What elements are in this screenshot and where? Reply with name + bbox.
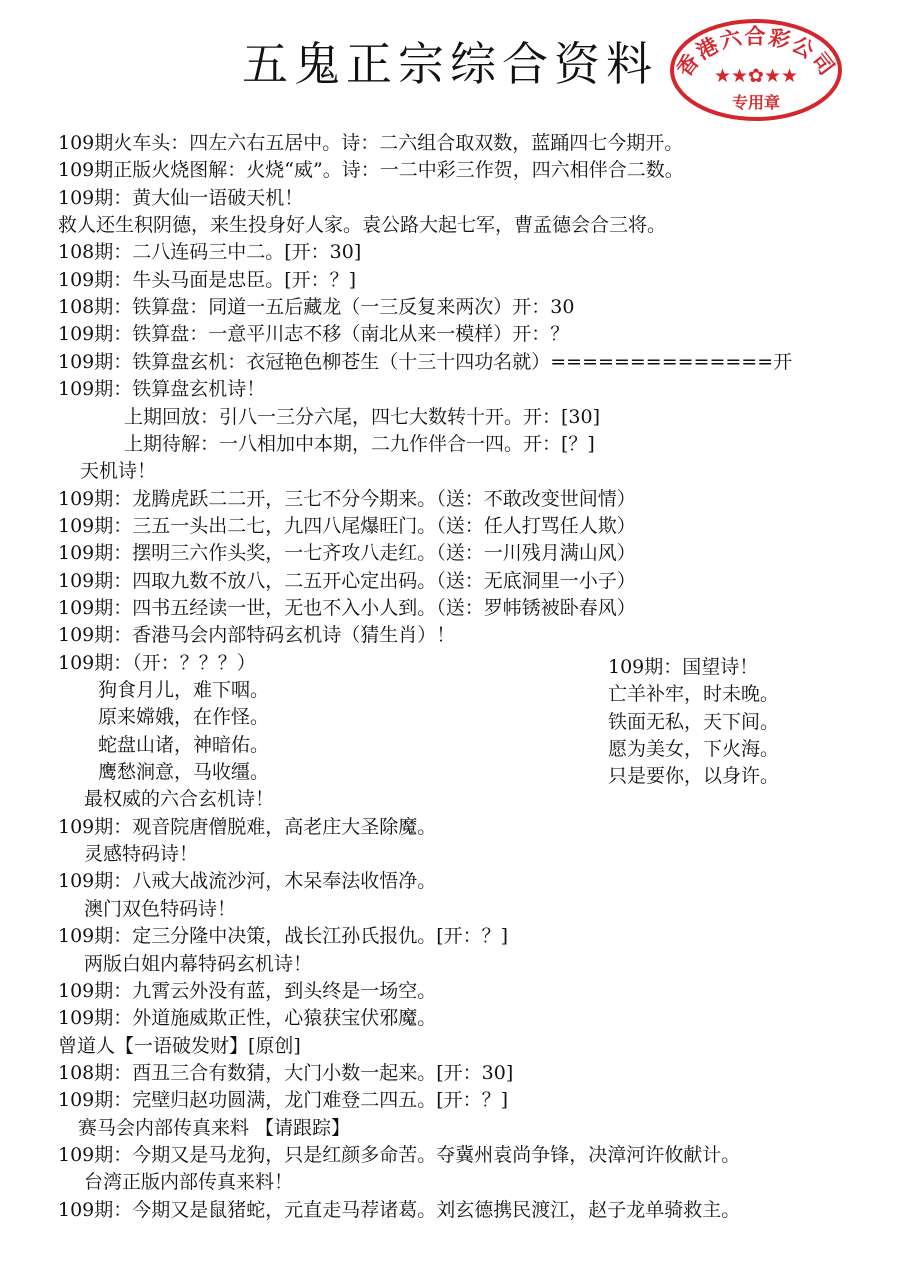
text-line: 狗食月儿，难下咽。	[98, 679, 270, 701]
text-line: 109期：今期又是鼠猪蛇，元直走马荐诸葛。刘玄德携民渡江，赵子龙单骑救主。	[58, 1198, 741, 1221]
text-line: 109期：外道施威欺正性，心猿获宝伏邪魔。	[58, 1007, 437, 1030]
text-line: 109期：四书五经读一世，无也不入小人到。（送：罗帏锈被卧春风）	[58, 596, 636, 619]
text-line: 原来嫦娥，在作怪。	[98, 706, 270, 729]
text-line: 109期：（开：？？？）	[58, 651, 256, 674]
text-line: 109期：香港马会内部特码玄机诗（猜生肖）！	[58, 624, 456, 647]
text-line: 109期：九霄云外没有蓝，到头终是一场空。	[58, 979, 437, 1002]
side-poem-line: 109期：国望诗！	[608, 656, 759, 678]
text-line: 曾道人【一语破发财】[原创]	[58, 1034, 301, 1057]
text-line: 天机诗！	[80, 460, 157, 483]
text-line: 109期火车头：四左六右五居中。诗：二六组合取双数，蓝踊四七今期开。	[58, 132, 684, 154]
svg-text:专用章: 专用章	[731, 93, 781, 112]
text-line: 109期：黄大仙一语破天机！	[58, 186, 304, 209]
text-line: 蛇盘山诸，神暗佑。	[98, 733, 270, 756]
text-line: 最权威的六合玄机诗！	[84, 788, 275, 811]
text-line: 澳门双色特码诗！	[84, 897, 237, 920]
text-line: 灵感特码诗！	[84, 843, 199, 866]
text-line: 109期：八戒大战流沙河，木呆奉法收悟净。	[58, 870, 437, 893]
text-line: 109期：龙腾虎跃二二开，三七不分今期来。（送：不敢改变世间情）	[58, 487, 636, 510]
text-line: 救人还生积阴德，来生投身好人家。袁公路大起七军，曹孟德会合三将。	[58, 214, 667, 237]
text-line: 108期：铁算盘：同道一五后藏龙（一三反复来两次）开：30	[58, 296, 575, 319]
text-line: 109期：铁算盘玄机：衣冠艳色柳苍生（十三十四功名就）==============开	[58, 350, 793, 373]
text-line: 109期：三五一头出二七，九四八尾爆旺门。（送：任人打骂任人欺）	[58, 514, 636, 537]
side-poem-line: 亡羊补牢，时未晚。	[608, 683, 780, 706]
text-line: 109期：完壁归赵功圆满，龙门难登二四五。[开：？]	[58, 1089, 509, 1112]
text-line: 109期：铁算盘：一意平川志不移（南北从来一模样）开：？	[58, 323, 570, 346]
company-seal-stamp	[668, 18, 844, 122]
page-title: 五鬼正宗综合资料	[242, 37, 658, 91]
side-poem-line: 只是要你，以身许。	[608, 765, 780, 788]
text-line: 109期：铁算盘玄机诗！	[58, 378, 266, 401]
text-line: 上期待解：一八相加中本期，二九作伴合一四。开：[？]	[124, 432, 595, 455]
text-line: 鹰愁涧意，马收缰。	[98, 761, 270, 784]
text-line: 赛马会内部传真来料 【请跟踪】	[78, 1116, 351, 1139]
text-line: 上期回放：引八一三分六尾，四七大数转十开。开：[30]	[124, 405, 601, 428]
text-line: 109期：定三分隆中决策，战长江孙氏报仇。[开：？]	[58, 925, 509, 948]
text-line: 109期：观音院唐僧脱难，高老庄大圣除魔。	[58, 815, 437, 838]
text-line: 108期：酉丑三合有数猜，大门小数一起来。[开：30]	[58, 1061, 514, 1084]
text-line: 台湾正版内部传真来料！	[84, 1171, 294, 1194]
text-line: 109期：牛头马面是忠臣。[开：？]	[58, 268, 357, 291]
text-line: 两版白姐内幕特码玄机诗！	[84, 952, 313, 975]
text-line: 109期：摆明三六作头奖，一七齐攻八走红。（送：一川残月满山风）	[58, 542, 636, 565]
text-line: 108期：二八连码三中二。[开：30]	[58, 241, 362, 264]
text-line: 109期：四取九数不放八，二五开心定出码。（送：无底洞里一小子）	[58, 569, 636, 592]
text-line: 109期正版火烧图解：火烧“威”。诗：一二中彩三作贺，四六相伴合二数。	[58, 159, 684, 182]
text-line: 109期：今期又是马龙狗，只是红颜多命苦。夺冀州袁尚争锋，决漳河许攸献计。	[58, 1143, 741, 1166]
svg-text:★★✿★★: ★★✿★★	[713, 65, 799, 87]
side-poem-line: 愿为美女，下火海。	[608, 738, 780, 761]
side-poem-line: 铁面无私，天下间。	[608, 710, 780, 733]
svg-text:香港六合彩公司: 香港六合彩公司	[672, 24, 840, 82]
